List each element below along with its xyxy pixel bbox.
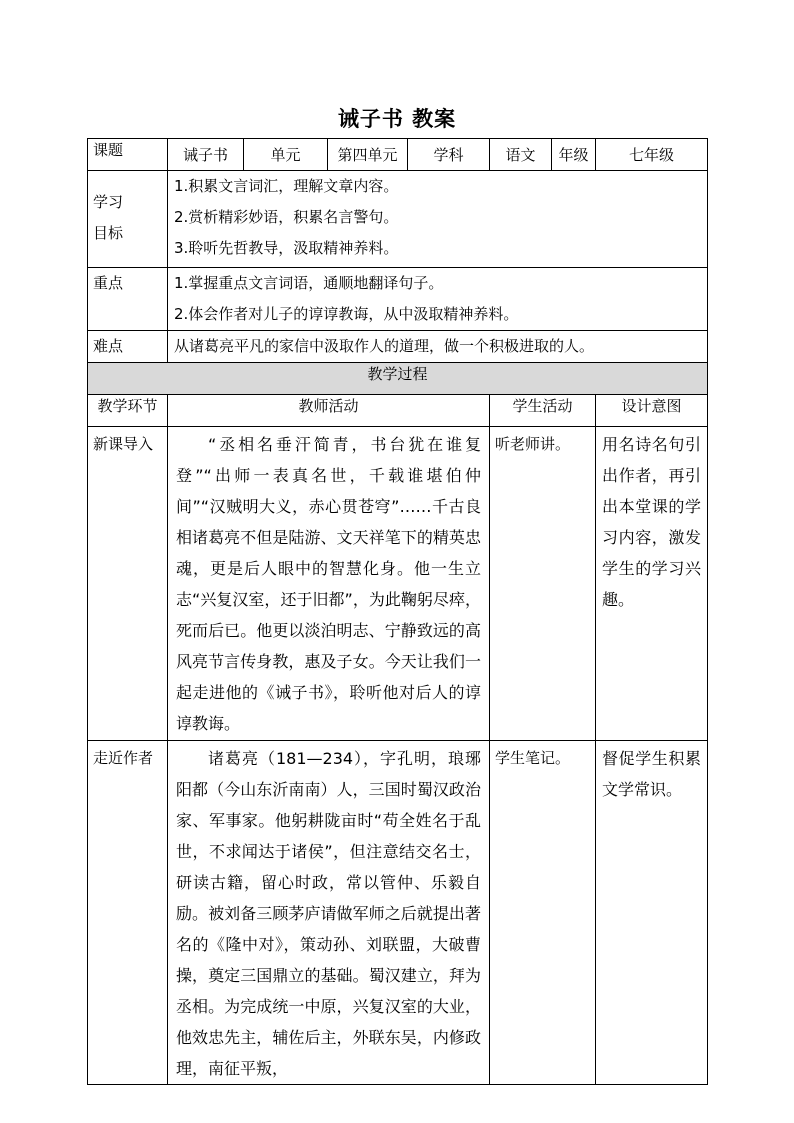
student-activity-text: 听老师讲。 — [495, 435, 571, 453]
unit-label: 单元 — [244, 139, 328, 171]
subject-value: 语文 — [490, 139, 552, 171]
design-intent-cell — [596, 741, 708, 1085]
objectives-label-line1: 学习 — [93, 193, 124, 211]
objectives-label-line2: 目标 — [93, 224, 124, 242]
difficulty-label — [88, 331, 168, 363]
header-teacher: 教师活动 — [168, 395, 490, 427]
student-activity-cell — [490, 741, 596, 1085]
process-section-title: 教学过程 — [88, 363, 708, 395]
key-points-label — [88, 268, 168, 331]
info-row — [88, 139, 708, 171]
process-header-row — [88, 395, 708, 427]
key-points-label-text: 重点 — [93, 274, 124, 292]
stage-cell — [88, 741, 168, 1085]
teacher-activity-text: “丞相名垂汗简青，书台犹在谁复登”“出师一表真名世，千载谁堪伯仲间”“汉贼明大义，赤心贯苍穹”……千古良相诸葛亮不但是陆游、文天祥笔下的精英忠魂，更是后人眼中的智慧化身。他一生立志“兴复汉室，还于旧都”，为此鞠躬尽瘁，死而后已。他更以淡泊明志、宁静致远的高风亮节言传身教，惠及子女。今天让我们一起走进他的《诫子书》，聆听他对后人的谆谆教诲。 — [176, 435, 481, 733]
objective-item: 3.聆听先哲教导，汲取精神养料。 — [174, 239, 399, 257]
teacher-activity-cell — [168, 427, 490, 741]
objectives-label — [88, 171, 168, 268]
unit-value: 第四单元 — [328, 139, 408, 171]
design-intent-text: 督促学生积累文学常识。 — [602, 749, 701, 799]
stage-cell — [88, 427, 168, 741]
difficulty-content — [168, 331, 708, 363]
grade-label: 年级 — [552, 139, 596, 171]
objectives-row — [88, 171, 708, 268]
objective-item: 1.积累文言词汇，理解文章内容。 — [174, 177, 399, 195]
header-stage: 教学环节 — [88, 395, 168, 427]
objective-item: 2.赏析精彩妙语，积累名言警句。 — [174, 208, 399, 226]
header-student: 学生活动 — [490, 395, 596, 427]
key-point-item: 2.体会作者对儿子的谆谆教诲，从中汲取精神养料。 — [174, 305, 519, 323]
difficulty-label-text: 难点 — [93, 337, 124, 355]
difficulty-text: 从诸葛亮平凡的家信中汲取作人的道理，做一个积极进取的人。 — [174, 337, 595, 355]
topic-value: 诫子书 — [168, 139, 244, 171]
teacher-activity-text: 诸葛亮（181—234），字孔明，琅琊阳都（今山东沂南南）人，三国时蜀汉政治家、军事家。他躬耕陇亩时“苟全姓名于乱世，不求闻达于诸侯”，但注意结交名士，研读古籍，留心时政，常以管仲、乐毅自励。被刘备三顾茅庐请做军师之后就提出著名的《隆中对》，策动孙、刘联盟，大破曹操，奠定三国鼎立的基础。蜀汉建立，拜为丞相。为完成统一中原，兴复汉室的大业，他效忠先主，辅佐后主，外联东吴，内修政理，南征平叛， — [176, 749, 481, 1078]
grade-value: 七年级 — [596, 139, 708, 171]
key-point-item: 1.掌握重点文言词语，通顺地翻译句子。 — [174, 274, 444, 292]
design-intent-cell — [596, 427, 708, 741]
stage-text: 新课导入 — [93, 435, 154, 453]
key-points-content — [168, 268, 708, 331]
student-activity-cell — [490, 427, 596, 741]
student-activity-text: 学生笔记。 — [495, 749, 571, 767]
difficulty-row — [88, 331, 708, 363]
stage-text: 走近作者 — [93, 749, 154, 767]
teacher-activity-cell — [168, 741, 490, 1085]
objectives-content — [168, 171, 708, 268]
design-intent-text: 用名诗名句引出作者，再引出本堂课的学习内容，激发学生的学习兴趣。 — [602, 435, 701, 609]
process-section-row — [88, 363, 708, 395]
topic-label: 课题 — [88, 139, 168, 171]
lesson-plan-table — [87, 138, 708, 1085]
process-row — [88, 741, 708, 1085]
key-points-row — [88, 268, 708, 331]
header-intent: 设计意图 — [596, 395, 708, 427]
document-title: 诫子书 教案 — [337, 107, 457, 131]
process-row — [88, 427, 708, 741]
subject-label: 学科 — [408, 139, 490, 171]
